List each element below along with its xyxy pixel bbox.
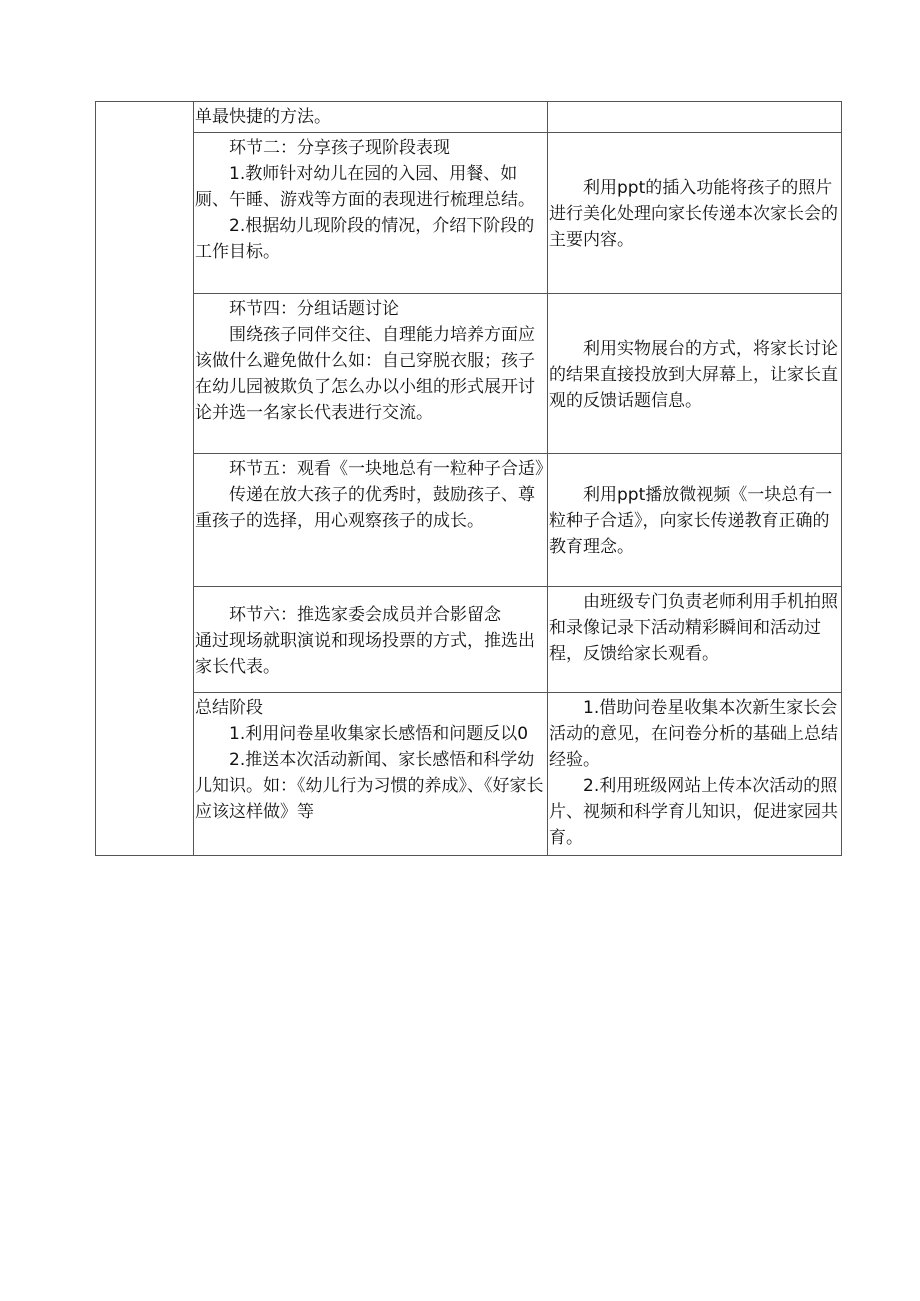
method-cell [548, 133, 842, 294]
method-cell [548, 102, 842, 133]
table-row [96, 454, 842, 587]
section-title: 环节五：观看《一块地总有一粒种子合适》 [229, 459, 552, 479]
section-title: 环节二：分享孩子现阶段表现 [229, 138, 450, 158]
method-text: 1.借助问卷星收集本次新生家长会活动的意见，在问卷分析的基础上总结经验。 [549, 698, 838, 770]
table-row [96, 294, 842, 454]
content-cell [194, 587, 548, 693]
method-text: 利用实物展台的方式，将家长讨论的结果直接投放到大屏幕上，让家长直观的反馈话题信息。 [549, 338, 838, 411]
content-text: 通过现场就职演说和现场投票的方式，推选出家长代表。 [195, 630, 535, 677]
method-text: 利用ppt播放微视频《一块总有一粒种子合适》，向家长传递教育正确的教育理念。 [549, 485, 833, 557]
table-row [96, 693, 842, 856]
content-text: 2.推送本次活动新闻、家长感悟和科学幼儿知识。如：《幼儿行为习惯的养成》、《好家长应该这样做》等 [195, 750, 544, 822]
section-title: 总结阶段 [195, 698, 263, 718]
content-text: 围绕孩子同伴交往、自理能力培养方面应该做什么避免做什么如：自己穿脱衣服；孩子在幼儿园被欺负了怎么办以小组的形式展开讨论并选一名家长代表进行交流。 [195, 325, 535, 423]
content-cell [194, 294, 548, 454]
method-cell [548, 693, 842, 856]
content-cell [194, 693, 548, 856]
content-text: 1.利用问卷星收集家长感悟和问题反以0 [229, 724, 529, 744]
activity-table [95, 101, 842, 856]
table-row [96, 133, 842, 294]
content-cell [194, 133, 548, 294]
section-title: 环节六：推选家委会成员并合影留念 [229, 604, 501, 625]
content-cell [194, 454, 552, 587]
table-row [96, 587, 842, 693]
method-text: 利用ppt的插入功能将孩子的照片进行美化处理向家长传递本次家长会的主要内容。 [549, 178, 838, 250]
method-cell [548, 294, 842, 454]
section-title: 环节四：分组话题讨论 [229, 299, 399, 319]
method-text: 由班级专门负责老师利用手机拍照和录像记录下活动精彩瞬间和活动过程，反馈给家长观看。 [549, 592, 838, 664]
content-text: 1.教师针对幼儿在园的入园、用餐、如厕、午睡、游戏等方面的表现进行梳理总结。 [195, 164, 535, 210]
method-text: 2.利用班级网站上传本次活动的照片、视频和科学育儿知识，促进家园共育。 [549, 776, 838, 848]
method-cell [548, 587, 842, 693]
content-cell [194, 102, 548, 133]
table-row [96, 102, 842, 133]
content-text: 2.根据幼儿现阶段的情况，介绍下阶段的工作目标。 [195, 216, 535, 262]
content-text: 传递在放大孩子的优秀时，鼓励孩子、尊重孩子的选择，用心观察孩子的成长。 [195, 485, 535, 531]
stage-column-cell [96, 102, 194, 856]
content-text: 单最快捷的方法。 [195, 107, 331, 127]
method-cell [548, 454, 842, 587]
